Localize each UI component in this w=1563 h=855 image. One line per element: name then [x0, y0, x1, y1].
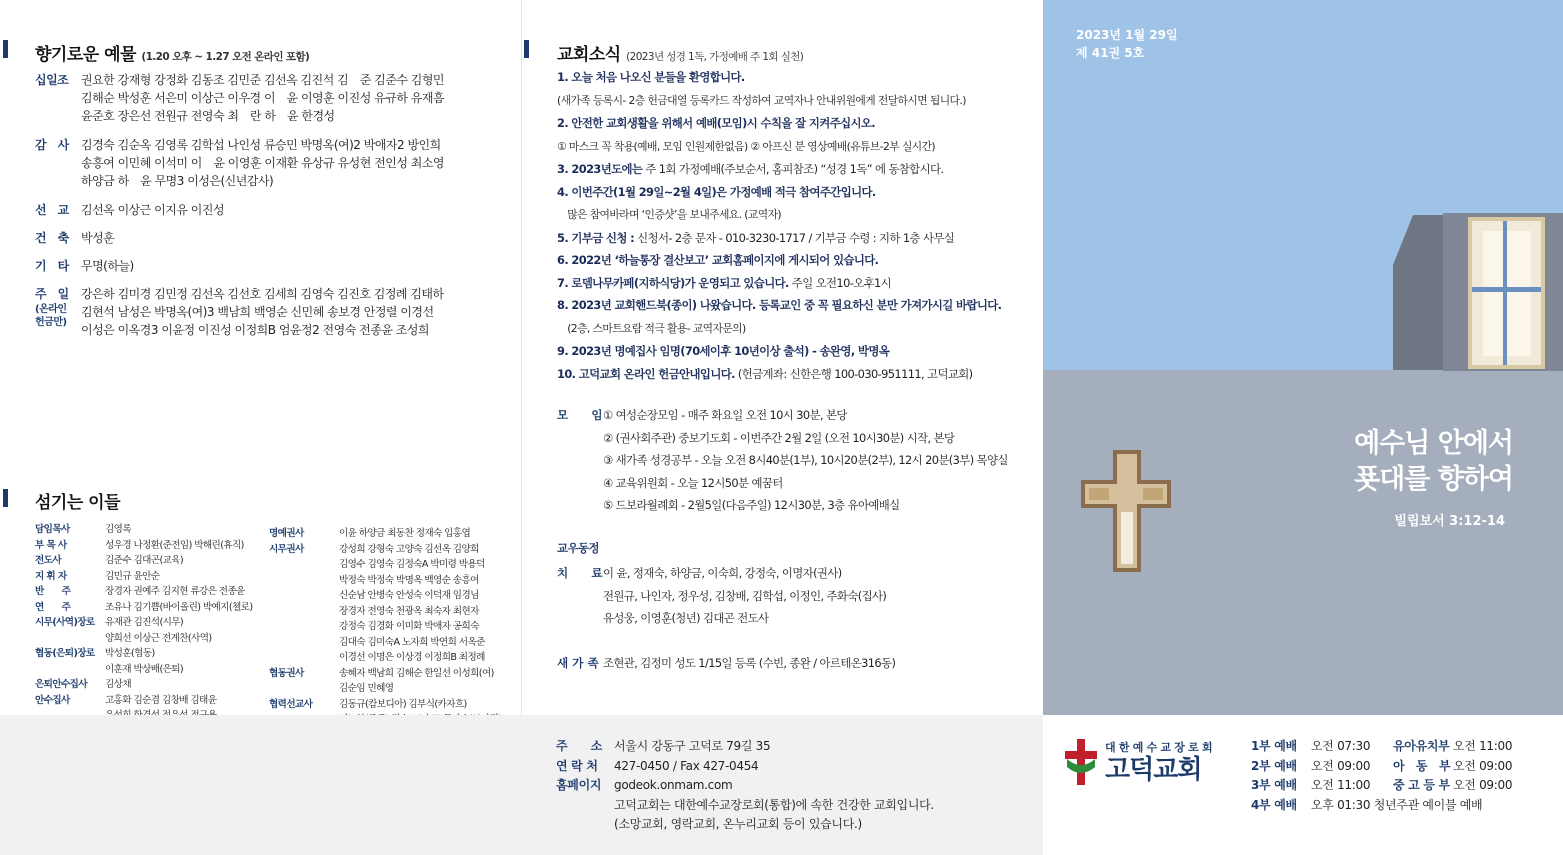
news-item: [557, 272, 1037, 295]
offering-names-line: 권요한 강재형 강정화 김동조 김민준 김선옥 김진석 김 준 김준수 김형민: [81, 73, 445, 87]
servant-role: 지 휘 자: [35, 570, 67, 582]
servant-names: [339, 526, 470, 542]
member-news-heading: 교우동정: [557, 541, 600, 555]
news-item-heading: 3. 2023년도에는: [557, 162, 643, 176]
worship-label: 1부 예배: [1251, 739, 1297, 753]
servant-name-line: 김대숙 김미숙A 노자희 박연희 서옥준: [339, 636, 485, 648]
worship-time: 오전 11:00: [1311, 778, 1371, 792]
offering-names: [81, 285, 501, 339]
address-label: 주 소: [556, 739, 602, 753]
servant-name-line: 이윤 하양금 최동찬 정재숙 입홍엽: [339, 528, 471, 539]
sermon-title-line1: 예수님 안에서: [1354, 428, 1513, 459]
servant-role: 반 주: [35, 586, 71, 597]
offering-category-label: 선 교: [35, 203, 69, 217]
servant-role: 담임목사: [35, 524, 70, 535]
offering-category: [35, 136, 81, 190]
offering-names: [81, 229, 501, 247]
denomination-name: 대 한 예 수 교 장 로 회: [1105, 741, 1213, 754]
offering-names-line: 하양금 하 윤 무명3 이성은(신년감사): [81, 174, 274, 188]
offering-row: [35, 71, 501, 125]
news-item-heading: 4. 이번주간(1월 29일~2월 4일)은 가정예배 적극 참여주간입니다.: [557, 184, 876, 199]
servant-name-line: 양희선 이상근 전계찬(사역): [105, 632, 212, 644]
offering-names-line: 김경숙 김순옥 김영록 김학섭 나인성 류승민 박명옥(여)2 박애자2 방인희: [81, 138, 441, 152]
homepage-link[interactable]: godeok.onmam.com: [614, 778, 733, 792]
church-info: [556, 737, 934, 835]
offering-names-line: 김선옥 이상근 이지유 이진성: [81, 203, 225, 217]
servant-names: [105, 553, 183, 569]
news-item-heading: 7. 로뎀나무카페(지하식당)가 운영되고 있습니다.: [557, 275, 789, 290]
news-item: [557, 227, 1037, 250]
servant-role: 은퇴안수집사: [35, 679, 88, 690]
servant-name-line: 장경자 전영숙 천광옥 최숙자 최현자: [339, 605, 479, 617]
servant-role: 협력선교사: [269, 698, 313, 710]
worship-time: 오전 09:00: [1453, 758, 1513, 773]
worship-label: 중 고 등 부: [1393, 778, 1450, 792]
servant-role: 시무(사역)장로: [35, 617, 95, 628]
servant-row: [35, 522, 270, 538]
servant-name-line: 고홍화 김순겸 김창배 김태윤: [105, 694, 217, 706]
meeting-list: [603, 404, 1008, 517]
offering-row: [35, 229, 501, 247]
servant-name-line: 김영수 김영숙 김정숙A 박미령 박용덕: [339, 559, 485, 570]
servant-name-line: 김영록: [105, 524, 132, 535]
servant-name-line: 김순임 민혜영: [339, 683, 394, 694]
worship-label: 2부 예배: [1251, 758, 1297, 773]
offering-category-note: 헌금만): [35, 317, 67, 328]
meeting-item: ④ 교육위원회 - 오늘 12시50분 예꿈터: [603, 475, 783, 490]
healing-item: 전원규, 나인자, 정우성, 김창배, 김학섭, 이정인, 주화숙(집사): [603, 588, 887, 603]
contact-value: 427-0450 / Fax 427-0454: [614, 758, 759, 773]
cover-panel: [1043, 0, 1563, 855]
church-description-note: (소망교회, 영락교회, 온누리교회 등이 있습니다.): [614, 817, 862, 831]
news-item-text: 주 1회 가정예배(주보순서, 홈피참조) “성경 1독” 에 동참합시다.: [642, 162, 944, 176]
meetings-label: 모 임: [557, 408, 603, 422]
offering-category-label: 건 축: [35, 231, 69, 245]
worship-label: 아 동 부: [1393, 758, 1451, 773]
servant-role: 안수집사: [35, 694, 70, 706]
church-description: 고덕교회는 대한예수교장로회(통합)에 속한 건강한 교회입니다.: [614, 797, 934, 812]
offering-category-label: 기 타: [35, 259, 69, 273]
offering-names-line: 김해순 박성훈 서은미 이상근 이우경 이 윤 이영훈 이진성 유규하 유재흠: [81, 91, 445, 105]
news-item: [557, 135, 1037, 159]
offering-names-line: 윤준호 장은선 전원규 전영숙 최 란 하 윤 한경성: [81, 109, 335, 123]
news-item-heading: 6. 2022년 ‘하늘통장 결산보고’ 교회홈페이지에 게시되어 있습니다.: [557, 253, 879, 267]
servant-name-line: 신순남 안병숙 안성숙 이덕재 임경님: [339, 590, 479, 601]
servant-role: 연 주: [35, 601, 71, 613]
news-item-text: 주일 오전10-오후1시: [788, 275, 892, 290]
servant-name-line: 김준수 김대곤(교육): [105, 555, 184, 566]
healing-item: 유성웅, 이영훈(청년) 김대곤 전도사: [603, 611, 769, 625]
servant-role: 시무권사: [269, 543, 304, 555]
servant-role: 협동권사: [269, 667, 304, 679]
offering-row: [35, 257, 501, 275]
servant-row: [35, 615, 270, 646]
servant-row: [269, 542, 519, 666]
offering-category: [35, 257, 81, 275]
news-item-heading: 8. 2023년 교회핸드북(종이) 나왔습니다. 등록교인 중 꼭 필요하신 분만 가져가시길 바랍니다.: [557, 298, 1002, 312]
worship-time: 오후 01:30 청년주관 예이블 예배: [1311, 797, 1483, 812]
servant-name-line: 박정숙 박정숙 박명옥 백영순 송흥여: [339, 574, 479, 586]
offering-names-line: 박성훈: [81, 231, 115, 245]
servant-name-line: 송혜자 백남희 김해순 한일선 이성희(여): [339, 667, 494, 679]
servant-names: [105, 538, 244, 554]
offerings-subtitle: (1.20 오후 ~ 1.27 오전 온라인 포함): [141, 51, 310, 63]
servant-row: [35, 553, 270, 569]
servant-names: [105, 569, 159, 585]
offerings-title-text: 향기로운 예물: [35, 45, 136, 65]
news-item-heading: 9. 2023년 명예집사 임명(70세이후 10년이상 출석) - 송완영, 박명옥: [557, 344, 890, 358]
section-marker: [3, 489, 8, 507]
news-title: [557, 40, 803, 65]
servant-role: 명예권사: [269, 528, 304, 539]
worship-time: 오전 11:00: [1453, 739, 1513, 753]
worship-label: 3부 예배: [1251, 778, 1297, 792]
offering-category-label: 주 일: [35, 287, 69, 301]
news-item-text: (새가족 등록시- 2층 헌금대열 등록카드 작성하여 교역자나 안내위원에게 전달하시면 됩니다.): [557, 93, 966, 107]
servant-name-line: 장경자 권예주 김지현 류강은 전종윤: [105, 586, 245, 597]
news-item-heading: 5. 기부금 신청 :: [557, 230, 635, 245]
servant-name-line: 강성희 강형숙 고양숙 김선옥 김양희: [339, 543, 479, 555]
servant-row: [35, 677, 270, 693]
servant-names: [105, 615, 212, 646]
church-logo-icon: [1063, 737, 1099, 787]
school-times: [1393, 737, 1512, 796]
servant-name-line: 성우경 나정환(준전임) 박해린(휴직): [105, 539, 244, 551]
news-item-text: 많은 참여바라며 ‘인증샷’을 보내주세요. (교역자): [557, 208, 782, 221]
news-item: [557, 249, 1037, 272]
servant-row: [35, 600, 270, 616]
meeting-item: ③ 새가족 성경공부 - 오늘 오전 8시40분(1부), 10시20분(2부), 12시 20분(3부) 목양실: [603, 453, 1008, 467]
offering-names-line: 무명(하늘): [81, 259, 134, 273]
news-item-text: (헌금계좌: 신한은행 100-030-951111, 고덕교회): [734, 366, 973, 381]
date-text: 2023년 1월 29일: [1076, 28, 1178, 42]
worship-time: 오전 09:00: [1453, 778, 1513, 792]
volume-text: 제 41권 5호: [1076, 46, 1145, 60]
worship-row: [1393, 737, 1512, 757]
servant-name-line: 박성훈(협동): [105, 648, 155, 659]
homepage-label: 홈페이지: [556, 778, 602, 792]
cross-icon: [1081, 450, 1171, 575]
news-item: [557, 363, 1037, 386]
news-list: [557, 66, 1037, 385]
offering-category: [35, 229, 81, 247]
offering-category-label: 십일조: [35, 73, 69, 87]
servant-role: 전도사: [35, 555, 62, 566]
newfamily-text: 조현관, 김정미 성도 1/15일 등록 (수빈, 종완 / 아르테온316동): [603, 656, 896, 670]
news-item: [557, 203, 1037, 227]
address-value: 서울시 강동구 고덕로 79길 35: [614, 739, 771, 753]
worship-row: [1393, 776, 1512, 796]
offering-names-line: 강은하 김미경 김민정 김선옥 김선호 김세희 김영숙 김진호 김정례 김태하: [81, 287, 444, 301]
healing-item: 이 윤, 정재숙, 하양금, 이숙희, 강정숙, 이명자(권사): [603, 566, 842, 580]
bulletin-date: [1076, 26, 1178, 62]
news-item: [557, 66, 1037, 89]
offering-category-label: 감 사: [35, 138, 69, 152]
news-item: [557, 317, 1037, 341]
servant-names: [339, 666, 494, 697]
servant-row: [269, 666, 519, 697]
news-item-heading: 10. 고덕교회 온라인 헌금안내입니다.: [557, 366, 735, 381]
offering-names: [81, 257, 501, 275]
news-title-text: 교회소식: [557, 45, 621, 65]
newfamily-block: [557, 652, 895, 675]
worship-time: 오전 07:30: [1311, 739, 1371, 753]
worship-row: [1393, 757, 1512, 777]
offering-names-line: 이성은 이옥경3 이윤정 이진성 이정희B 엄윤정2 전영숙 전종윤 조성희: [81, 323, 430, 337]
servant-name-line: 조유나 김기쁨(바이올린) 박예지(첼로): [105, 601, 253, 613]
news-item: [557, 340, 1037, 363]
news-item-heading: 1. 오늘 처음 나오신 분들을 환영합니다.: [557, 70, 745, 84]
servant-name-line: 김민규 윤안순: [105, 570, 160, 582]
offering-names-line: 송흥여 이민혜 이석미 이 윤 이영훈 이재환 유상규 유성현 전인성 최소영: [81, 156, 445, 170]
offering-row: [35, 285, 501, 339]
offering-row: [35, 136, 501, 190]
servant-names: [339, 542, 485, 666]
meeting-item: ① 여성순장모임 - 매주 화요일 오전 10시 30분, 본당: [603, 408, 847, 422]
servant-row: [35, 538, 270, 554]
servants-title: 섬기는 이들: [35, 493, 121, 513]
news-item-heading: 2. 안전한 교회생활을 위해서 예배(모임)시 수칙을 잘 지켜주십시오.: [557, 116, 876, 130]
contact-label: 연 락 처: [556, 758, 598, 773]
servant-role: 부 목 사: [35, 539, 67, 551]
servant-role: 협동(은퇴)장로: [35, 648, 95, 659]
offering-category: [35, 285, 81, 339]
offering-category-note: (온라인: [35, 304, 67, 315]
news-item: [557, 294, 1037, 317]
news-item-text: (2층, 스마트요람 적극 활용- 교역자문의): [557, 321, 746, 335]
worship-time: 오전 09:00: [1311, 758, 1371, 773]
servant-names: [105, 677, 131, 693]
servant-name-line: 이훈재 박상배(은퇴): [105, 663, 184, 675]
news-item-text: ① 마스크 꼭 착용(예배, 모임 인원제한없음) ② 아프신 분 영상예배(유튜브-2부 실시간): [557, 139, 936, 153]
servant-row: [269, 526, 519, 542]
servant-name-line: 유재관 김진석(시무): [105, 617, 184, 628]
news-item: [557, 112, 1037, 135]
servant-names: [105, 600, 252, 616]
servant-row: [35, 646, 270, 677]
church-logo: [1063, 737, 1212, 787]
servant-names: [105, 522, 131, 538]
meetings-block: [557, 404, 1037, 517]
news-item: [557, 181, 1037, 204]
sermon-title: [1354, 426, 1513, 498]
servant-row: [35, 584, 270, 600]
meeting-item: ⑤ 드보라월례회 - 2월5일(다음주일) 12시30분, 3층 유아예배실: [603, 498, 900, 512]
servant-name-line: 이경선 이명은 이상경 이정희B 최정례: [339, 652, 485, 663]
offering-category: [35, 71, 81, 125]
servant-row: [35, 569, 270, 585]
healing-label: 치 료: [557, 566, 603, 580]
sermon-title-line2: 푯대를 향하여: [1354, 464, 1513, 495]
section-marker: [524, 40, 529, 58]
servant-name-line: 김동규(캄보디아) 김부식(카자흐): [339, 698, 467, 710]
offering-names: [81, 136, 501, 190]
offering-names: [81, 201, 501, 219]
offering-names: [81, 71, 501, 125]
offerings-title: [35, 40, 309, 65]
news-item-text: 신청서- 2층 문자 - 010-3230-1717 / 기부금 수령 : 지하 1층 사무실: [634, 230, 955, 245]
newfamily-label: 새 가 족: [557, 656, 599, 670]
church-name: 고덕교회: [1105, 755, 1202, 785]
worship-label: 4부 예배: [1251, 797, 1297, 812]
healing-block: [557, 562, 886, 630]
chapel-window-illustration: [1383, 205, 1563, 375]
healing-list: [603, 562, 886, 630]
offering-row: [35, 201, 501, 219]
news-subtitle: (2023년 성경 1독, 가정예배 주 1회 실천): [626, 51, 804, 63]
servant-names: [105, 646, 183, 677]
offering-names-line: 김현석 남성은 박명옥(여)3 백남희 백영순 신민혜 송보경 안정렬 이경선: [81, 305, 434, 319]
offering-category: [35, 201, 81, 219]
servant-name-line: 김상채: [105, 679, 132, 690]
sermon-verse: 빌립보서 3:12-14: [1394, 514, 1505, 529]
meeting-item: ② (권사회주관) 중보기도회 - 이번주간 2월 2일 (오전 10시30분) 시작, 본당: [603, 430, 955, 445]
servant-name-line: 강정숙 김경화 이미화 박애자 공희숙: [339, 621, 479, 632]
news-item: [557, 158, 1037, 181]
worship-row: [1251, 796, 1482, 816]
news-item: [557, 89, 1037, 113]
servant-names: [105, 584, 245, 600]
section-marker: [3, 40, 8, 58]
worship-label: 유아유치부: [1393, 739, 1450, 753]
